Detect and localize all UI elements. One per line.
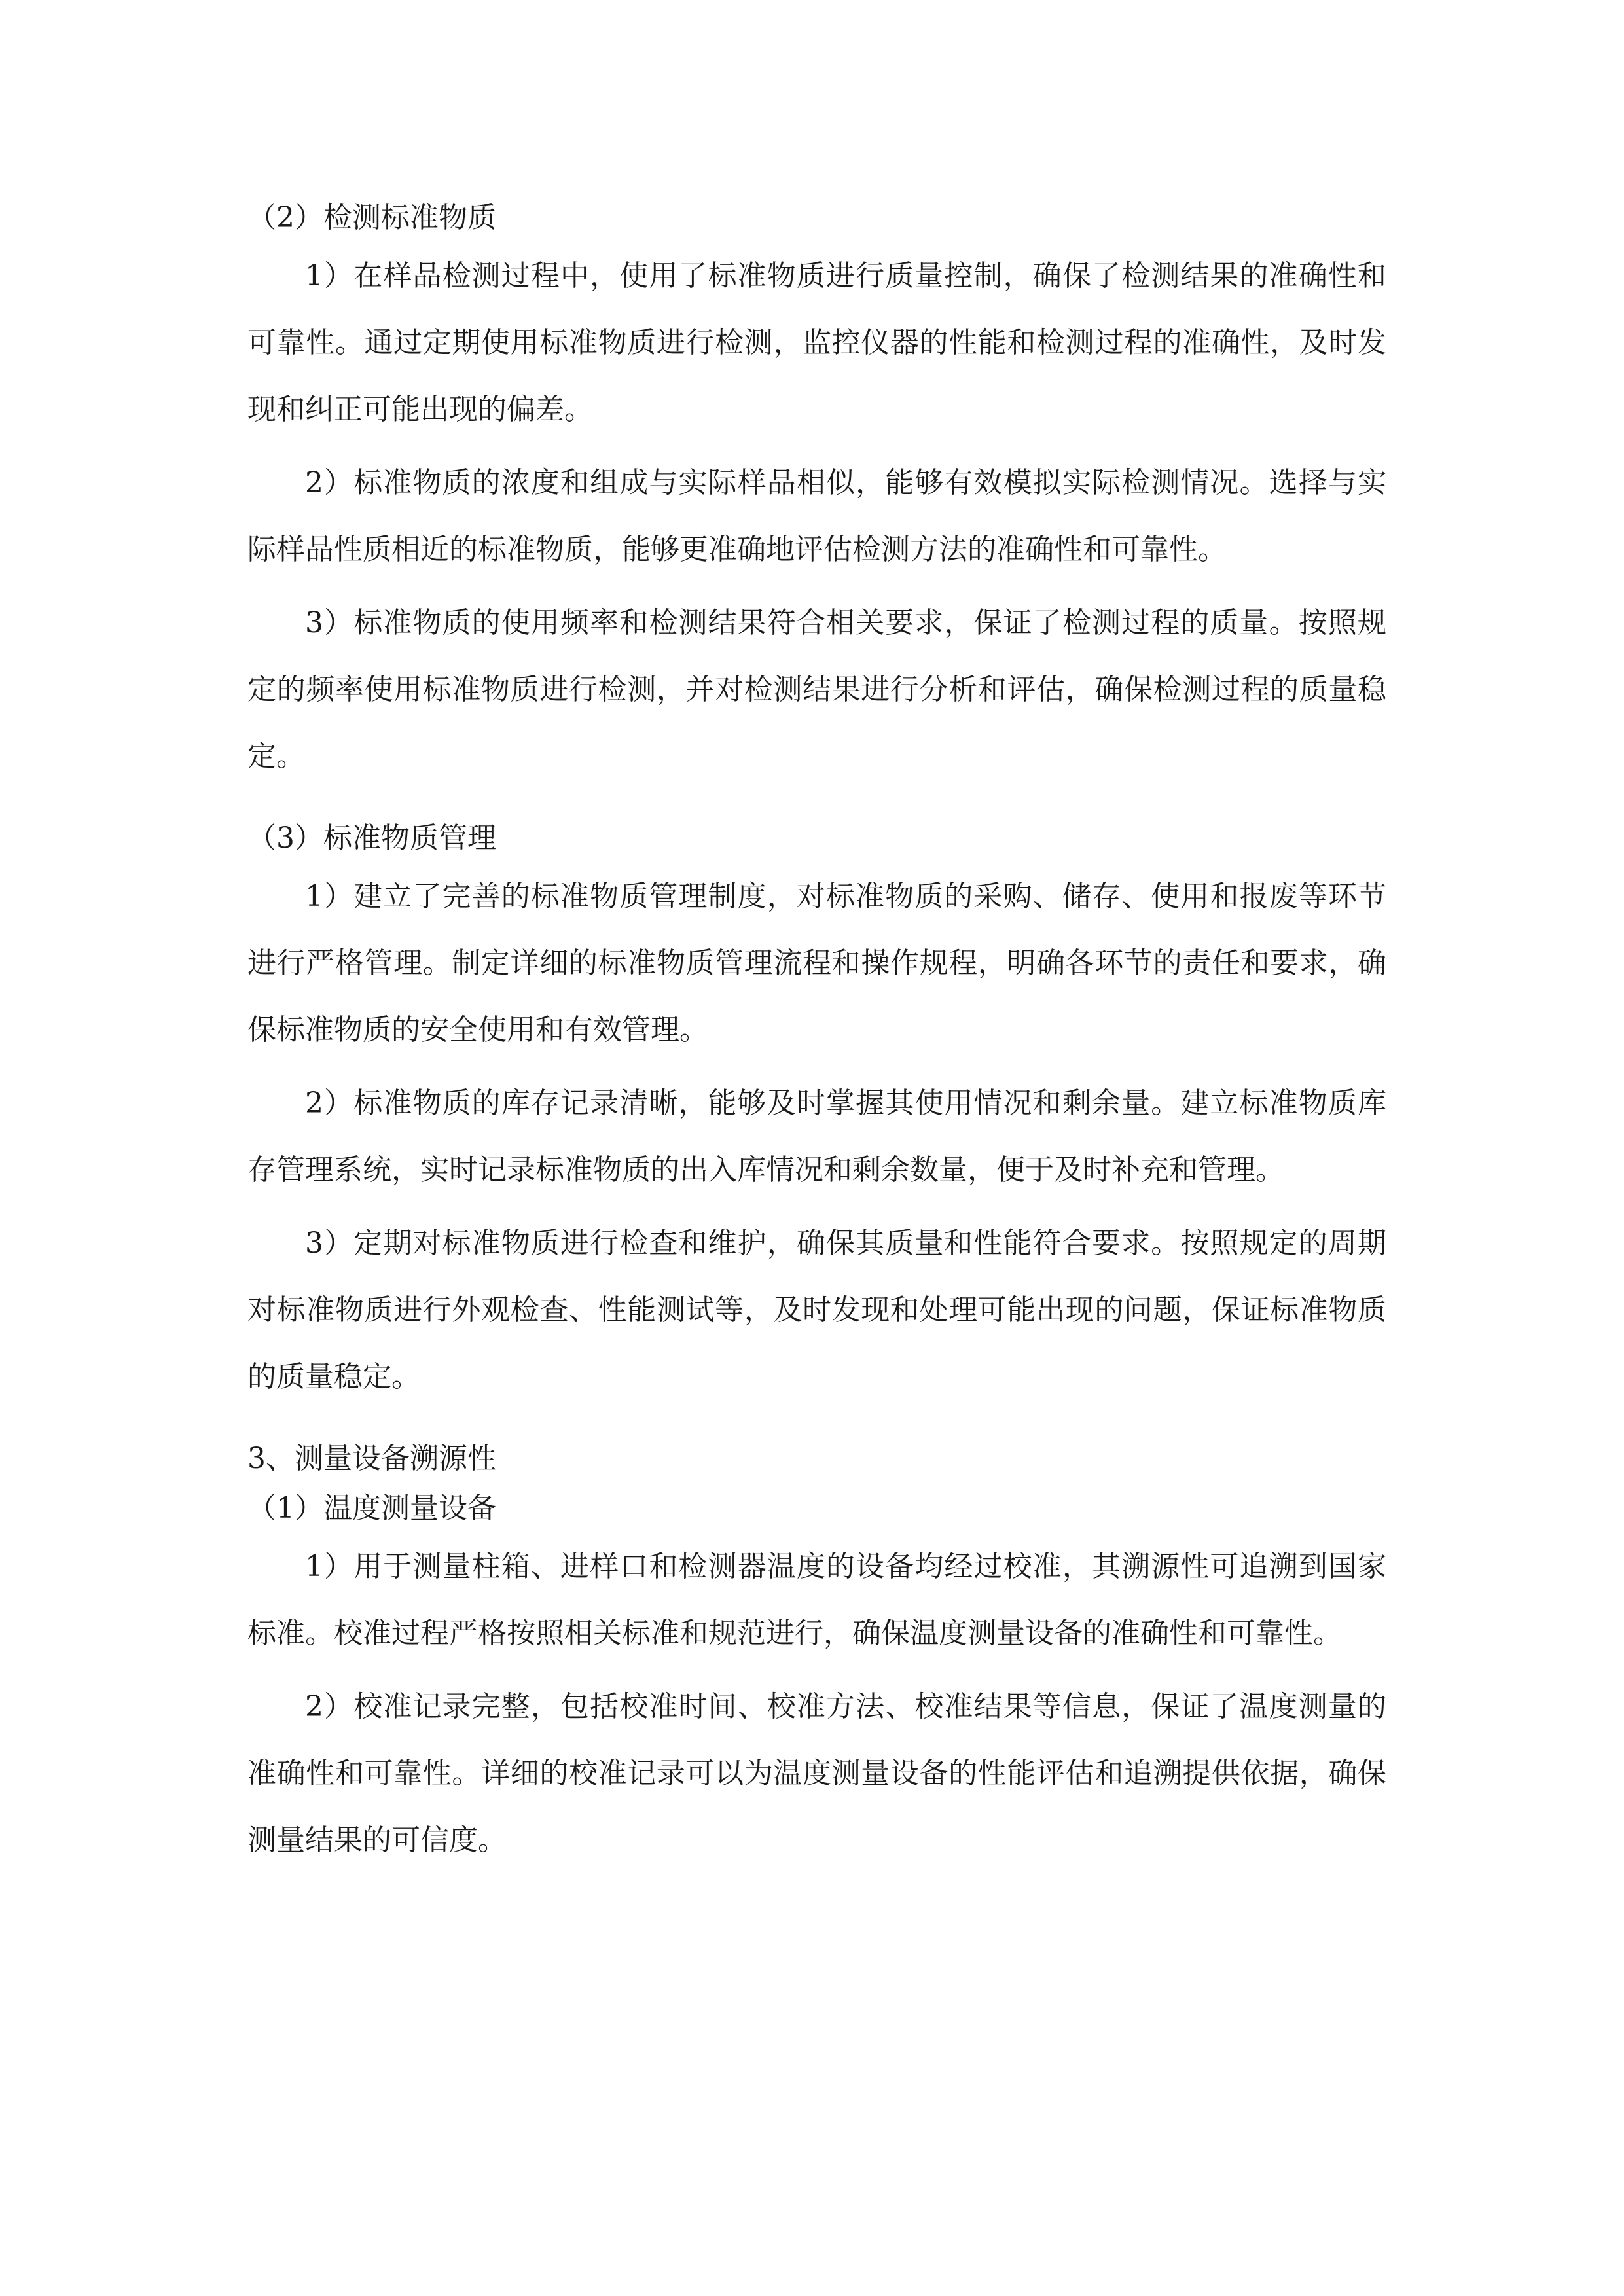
paragraph: 1）建立了完善的标准物质管理制度，对标准物质的采购、储存、使用和报废等环节进行严格管理。制定详细的标准物质管理流程和操作规程，明确各环节的责任和要求，确保标准物质的安全使用和有效管理。 bbox=[247, 880, 1386, 1047]
section-heading-reference-materials: （2）检测标准物质 bbox=[247, 201, 496, 234]
paragraph: 2）标准物质的库存记录清晰，能够及时掌握其使用情况和剩余量。建立标准物质库存管理系统，实时记录标准物质的出入库情况和剩余数量，便于及时补充和管理。 bbox=[247, 1086, 1386, 1187]
paragraph: 1）用于测量柱箱、进样口和检测器温度的设备均经过校准，其溯源性可追溯到国家标准。校准过程严格按照相关标准和规范进行，确保温度测量设备的准确性和可靠性。 bbox=[247, 1550, 1386, 1650]
paragraph: 1）在样品检测过程中，使用了标准物质进行质量控制，确保了检测结果的准确性和可靠性。通过定期使用标准物质进行检测，监控仪器的性能和检测过程的准确性，及时发现和纠正可能出现的偏差。 bbox=[247, 259, 1386, 426]
paragraph: 3）定期对标准物质进行检查和维护，确保其质量和性能符合要求。按照规定的周期对标准物质进行外观检查、性能测试等，及时发现和处理可能出现的问题，保证标准物质的质量稳定。 bbox=[247, 1227, 1386, 1393]
paragraph: 2）校准记录完整，包括校准时间、校准方法、校准结果等信息，保证了温度测量的准确性和可靠性。详细的校准记录可以为温度测量设备的性能评估和追溯提供依据，确保测量结果的可信度。 bbox=[247, 1690, 1386, 1857]
document-body bbox=[247, 193, 1386, 1880]
section-heading-temperature-equipment: （1）温度测量设备 bbox=[247, 1492, 496, 1525]
chapter-heading-traceability: 3、测量设备溯源性 bbox=[247, 1442, 496, 1475]
paragraph: 3）标准物质的使用频率和检测结果符合相关要求，保证了检测过程的质量。按照规定的频率使用标准物质进行检测，并对检测结果进行分析和评估，确保检测过程的质量稳定。 bbox=[247, 606, 1386, 773]
section-heading-reference-management: （3）标准物质管理 bbox=[247, 821, 496, 855]
paragraph: 2）标准物质的浓度和组成与实际样品相似，能够有效模拟实际检测情况。选择与实际样品性质相近的标准物质，能够更准确地评估检测方法的准确性和可靠性。 bbox=[247, 466, 1386, 566]
